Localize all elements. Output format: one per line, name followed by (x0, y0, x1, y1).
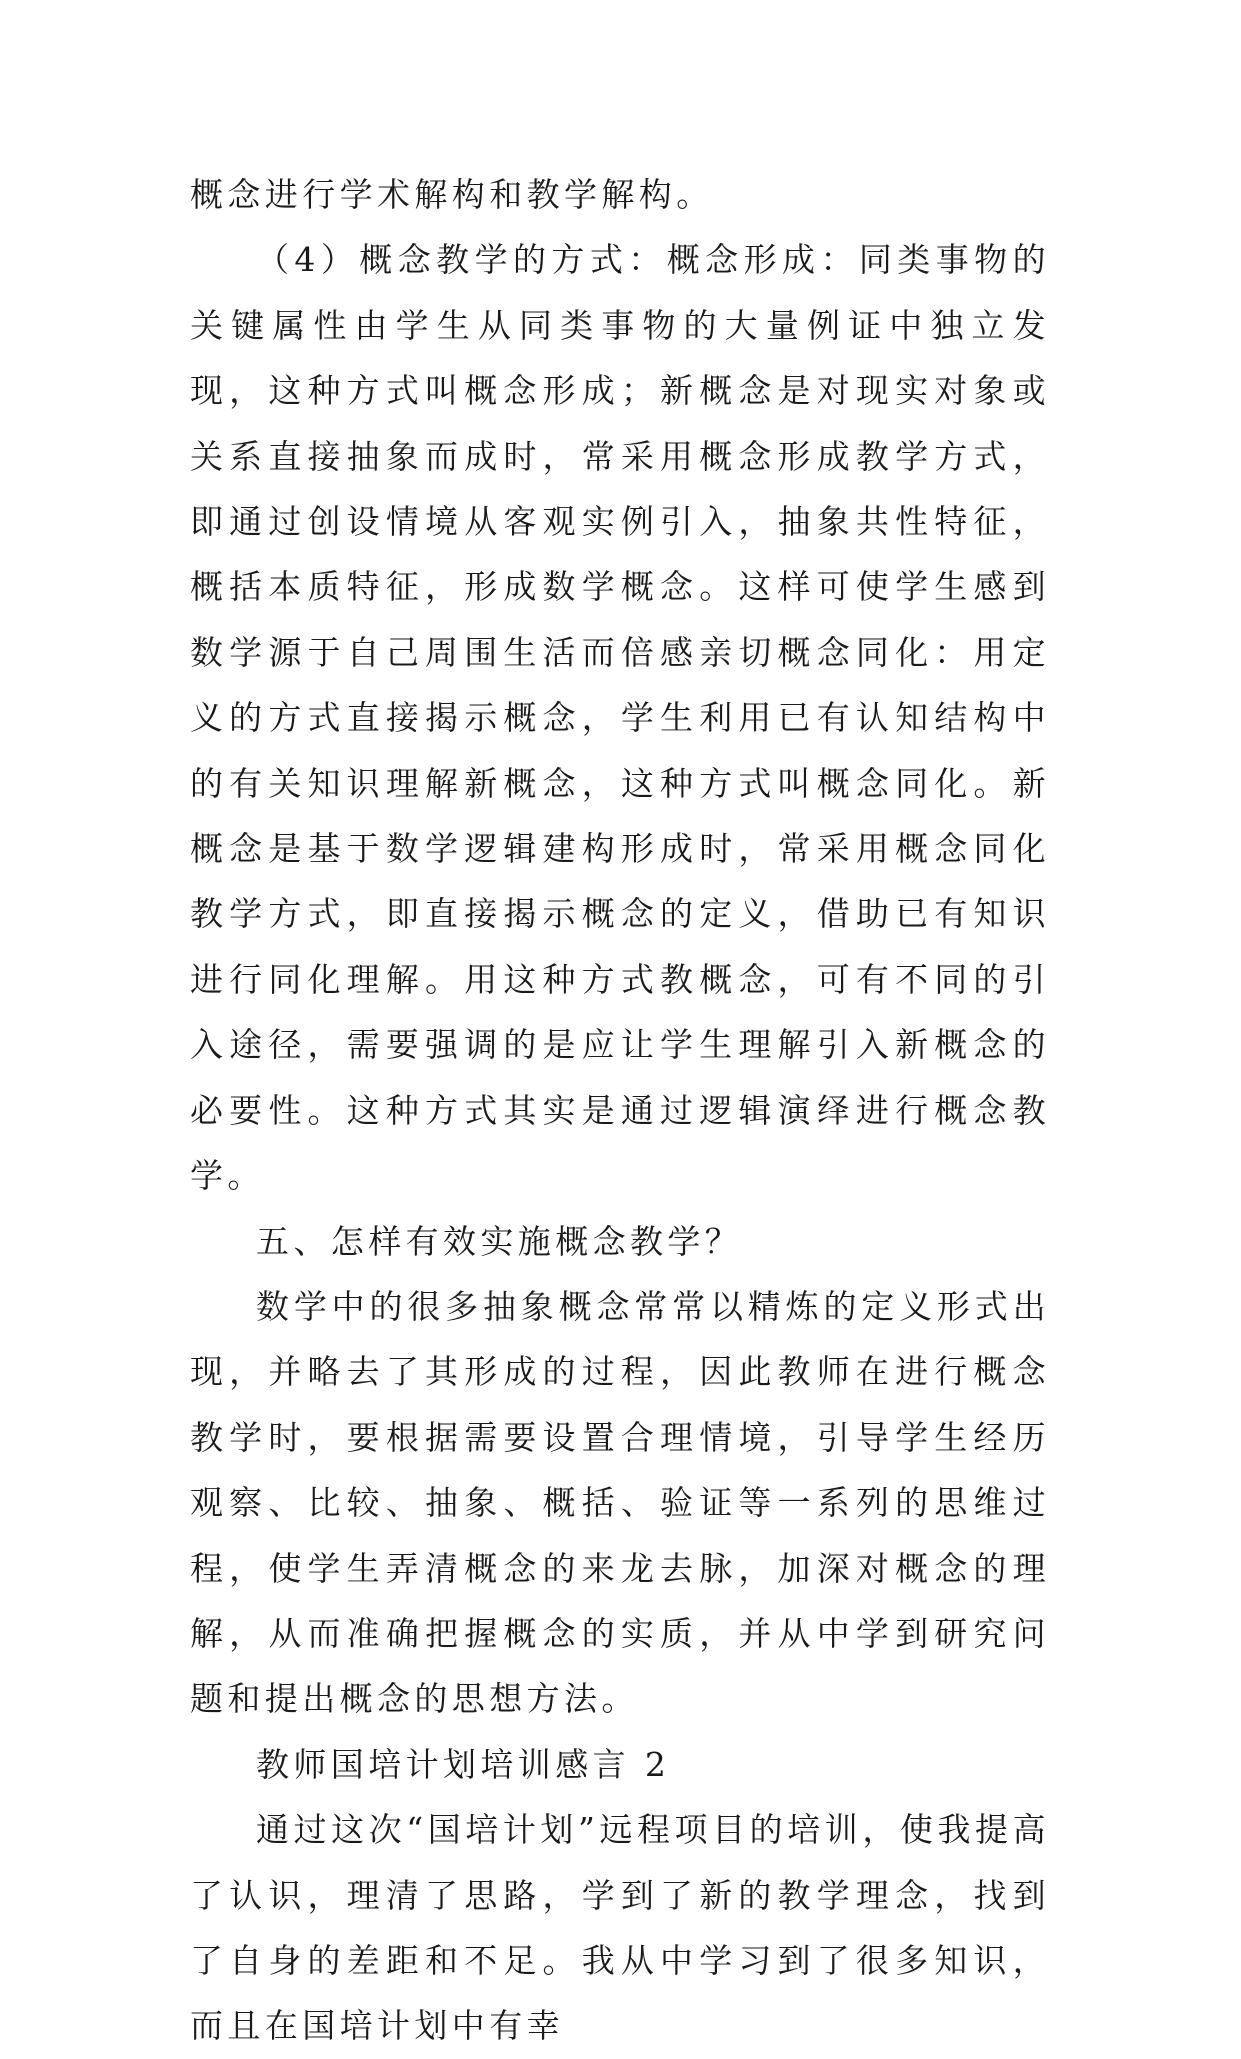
paragraph-continuation: 概念进行学术解构和教学解构。 (190, 175, 714, 214)
document-body (190, 162, 1050, 2059)
paragraph-abstract-concepts: 数学中的很多抽象概念常常以精炼的定义形式出现，并略去了其形成的过程，因此教师在进行概念教学时，要根据需要设置合理情境，引导学生经历观察、比较、抽象、概括、验证等一系列的思维过程，使学生弄清概念的来龙去脉，加深对概念的理解，从而准确把握概念的实质，并从中学到研究问题和提出概念的思想方法。 (190, 1286, 1050, 1719)
section-heading-five: 五、怎样有效实施概念教学？ (256, 1221, 743, 1261)
paragraph-concept-teaching-methods: （4）概念教学的方式：概念形成：同类事物的关键属性由学生从同类事物的大量例证中独立发现，这种方式叫概念形成；新概念是对现实对象或关系直接抽象而成时，常采用概念形成教学方式，即通过创设情境从客观实例引入，抽象共性特征，概括本质特征，形成数学概念。这样可使学生感到数学源于自己周围生活而倍感亲切概念同化：用定义的方式直接揭示概念，学生利用已有认知结构中的有关知识理解新概念，这种方式叫概念同化。新概念是基于数学逻辑建构形成时，常采用概念同化教学方式，即直接揭示概念的定义，借助已有知识进行同化理解。用这种方式教概念，可有不同的引入途径，需要强调的是应让学生理解引入新概念的必要性。这种方式其实是通过逻辑演绎进行概念教学。 (190, 240, 1050, 1196)
section-heading-reflection-2: 教师国培计划培训感言 2 (256, 1744, 671, 1784)
paragraph-training-reflection: 通过这次“国培计划”远程项目的培训，使我提高了认识，理清了思路，学到了新的教学理念，找到了自身的差距和不足。我从中学习到了很多知识，而且在国培计划中有幸 (190, 1810, 1050, 2046)
